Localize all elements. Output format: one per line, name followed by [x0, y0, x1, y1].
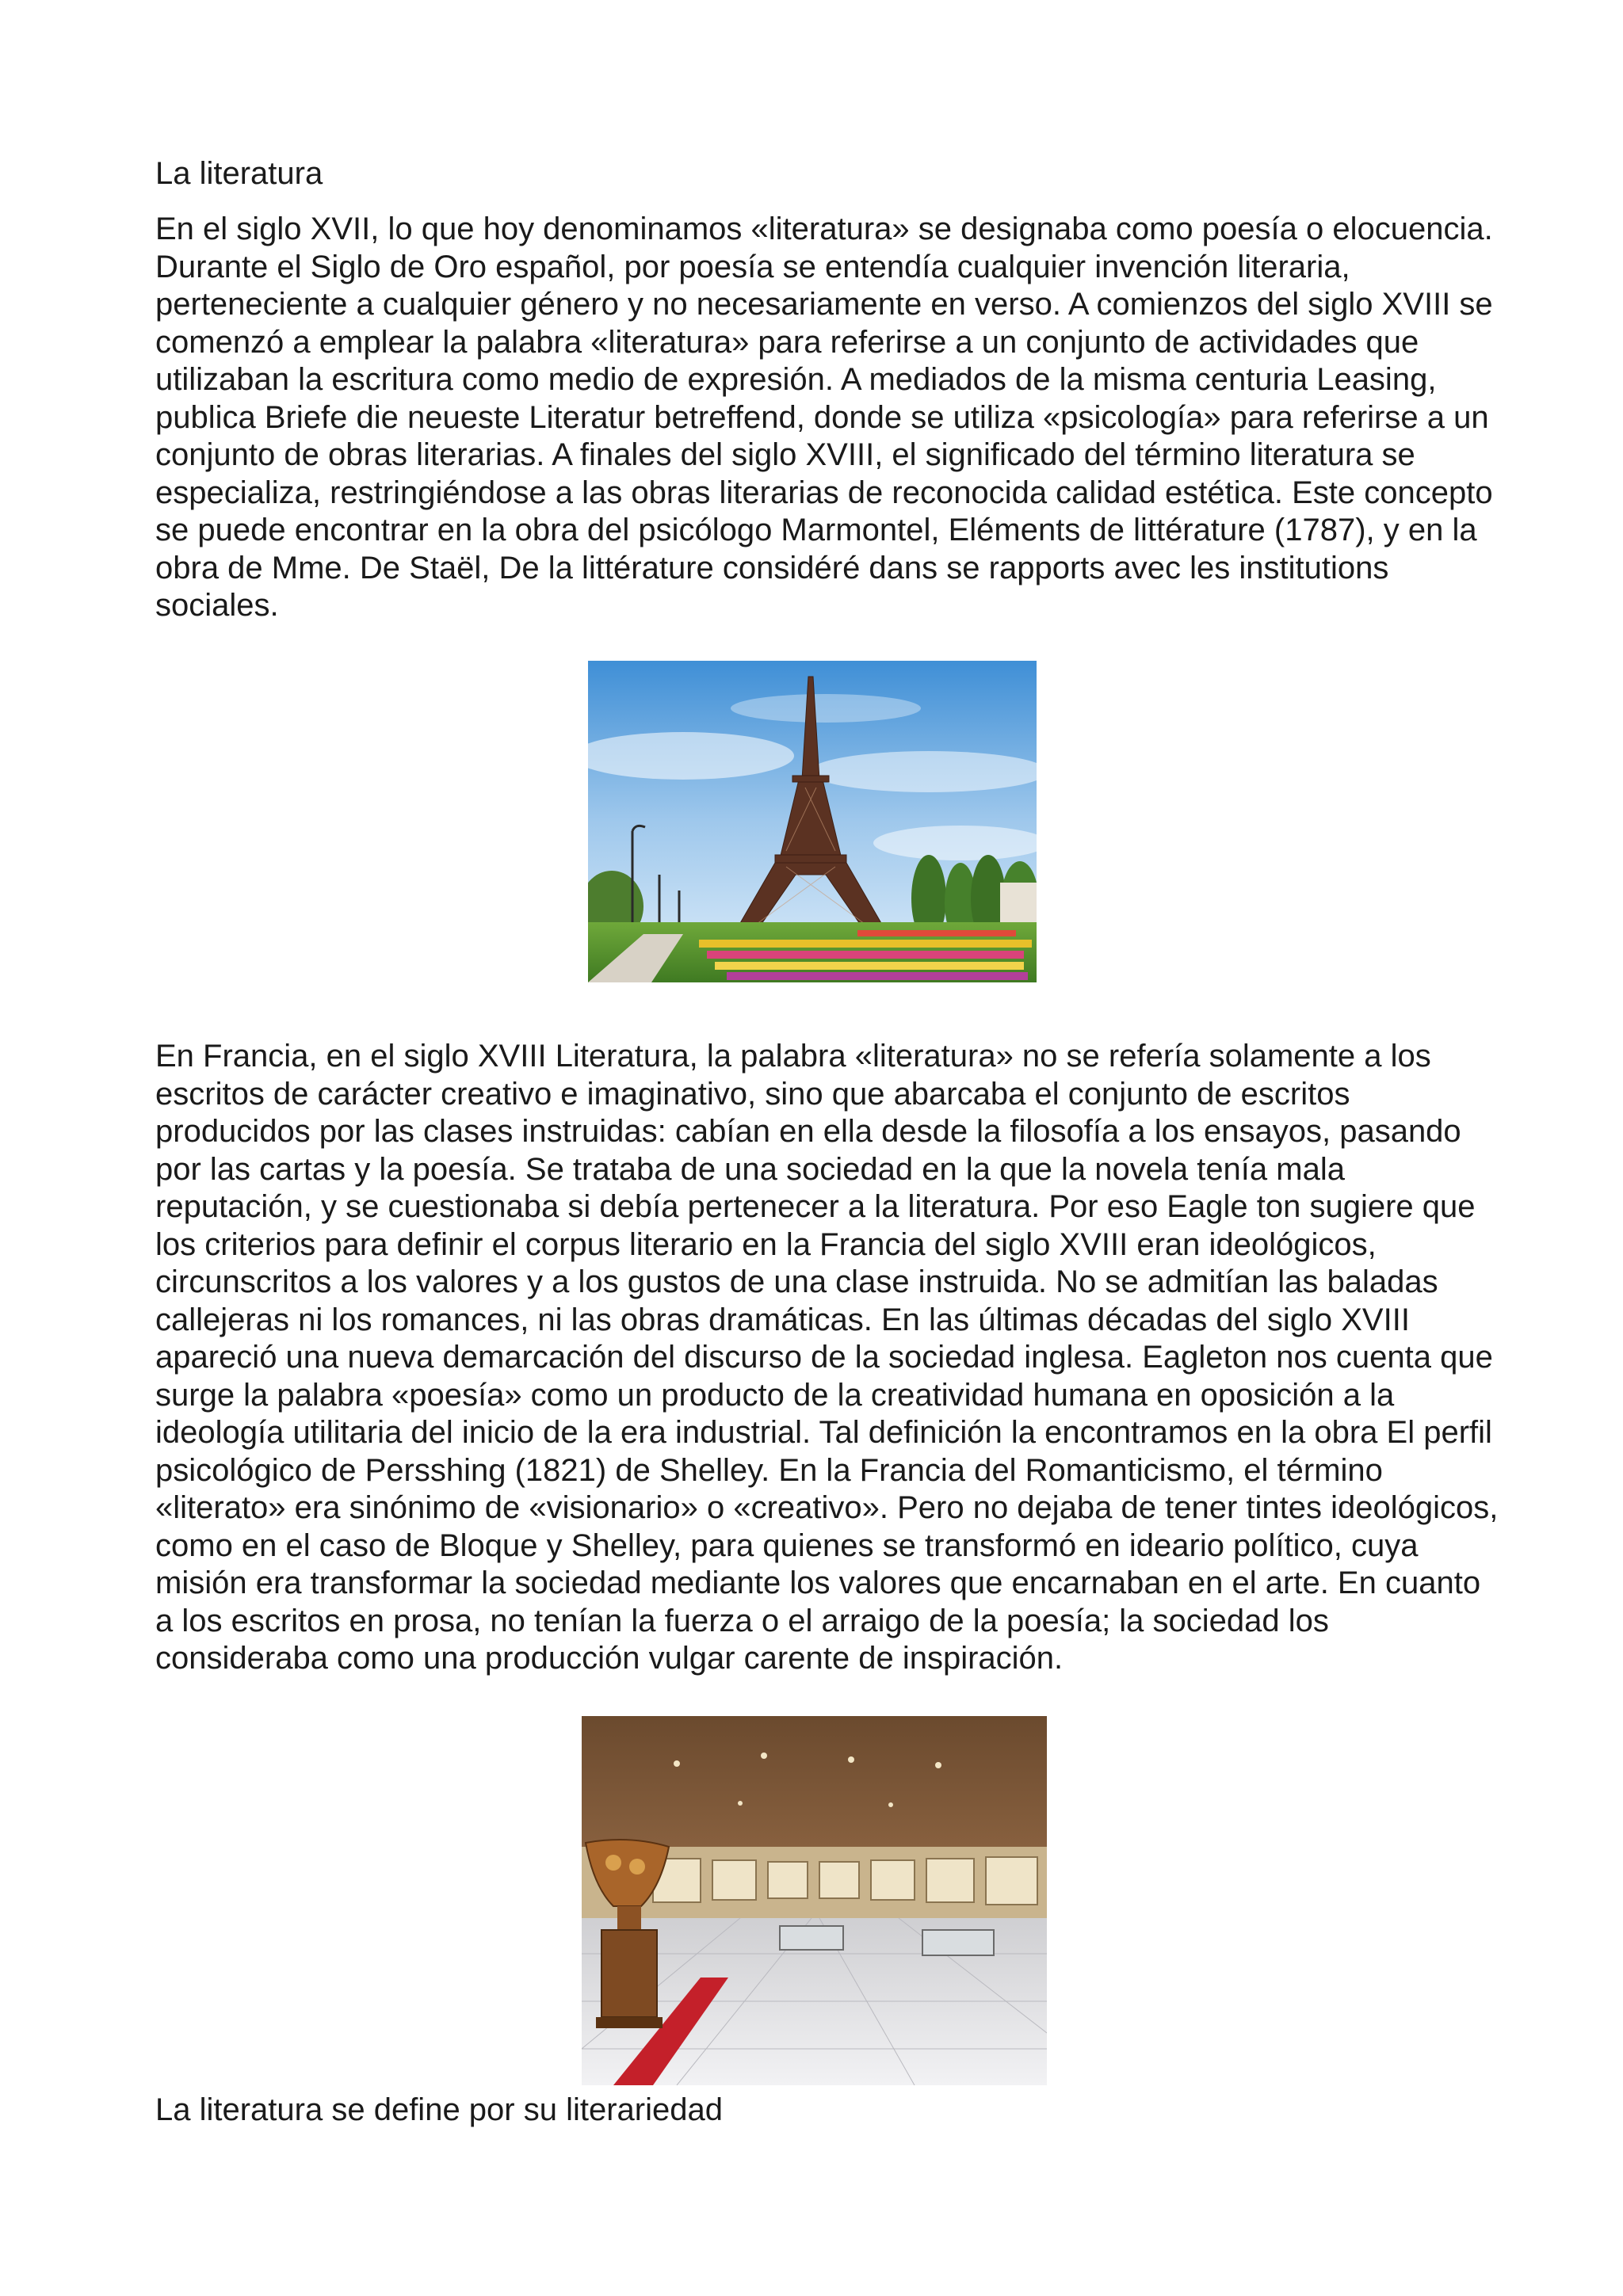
- eiffel-tower-photo: [588, 661, 1037, 982]
- paragraph-origins: En el siglo XVII, lo que hoy denominamos «literatura» se designaba como poesía o elocuencia. Durante el Siglo de Oro español, por poesía se entendía cualquier invención literaria, perteneciente a cualquier género y no necesariamente en verso. A comienzos del siglo XVIII se comenzó a emplear la palabra «literatura» para referirse a un conjunto de actividades que utilizaban la escritura como medio de expresión. A mediados de la misma centuria Leasing, publica Briefe die neueste Literatur betreffend, donde se utiliza «psicología» para referirse a un conjunto de obras literarias. A finales del siglo XVIII, el significado del término literatura se especializa, restringiéndose a las obras literarias de reconocida calidad estética. Este concepto se puede encontrar en la obra del psicólogo Marmontel, Eléments de littérature (1787), y en la obra de Mme. De Staël, De la littérature considéré dans se rapports avec les institutions sociales.: [155, 212, 1493, 623]
- paragraph-france: En Francia, en el siglo XVIII Literatura, la palabra «literatura» no se refería solamente a los escritos de carácter creativo e imaginativo, sino que abarcaba el conjunto de escritos producidos por las clases instruidas: cabían en ella desde la filosofía a los ensayos, pasando por las cartas y la poesía. Se trataba de una sociedad en la que la novela tenía mala reputación, y se cuestionaba si debía pertenecer a la literatura. Por eso Eagle ton sugiere que los criterios para definir el corpus literario en la Francia del siglo XVIII eran ideológicos, circunscritos a los valores y a los gustos de una clase instruida. No se admitían las baladas callejeras ni los romances, ni las obras dramáticas. En las últimas décadas del siglo XVIII apareció una nueva demarcación del discurso de la sociedad inglesa. Eagleton nos cuenta que surge la palabra «poesía» como un producto de la creatividad humana en oposición a la ideología utilitaria del inicio de la era industrial. Tal definición la encontramos en la obra El perfil psicológico de Persshing (1821) de Shelley. En la Francia del Romanticismo, el término «literato» era sinónimo de «visionario» o «creativo». Pero no dejaba de tener tintes ideológicos, como en el caso de Bloque y Shelley, para quienes se transformó en ideario político, cuya misión era transformar la sociedad mediante los valores que encarnaban en el arte. En cuanto a los escritos en prosa, no tenían la fuerza o el arraigo de la poesía; la sociedad los consideraba como una producción vulgar carente de inspiración.: [155, 1039, 1499, 1676]
- museum-interior-photo: [582, 1716, 1047, 2085]
- section-subtitle: La literatura se define por su literariedad: [155, 2092, 723, 2127]
- document-title: La literatura: [155, 156, 323, 191]
